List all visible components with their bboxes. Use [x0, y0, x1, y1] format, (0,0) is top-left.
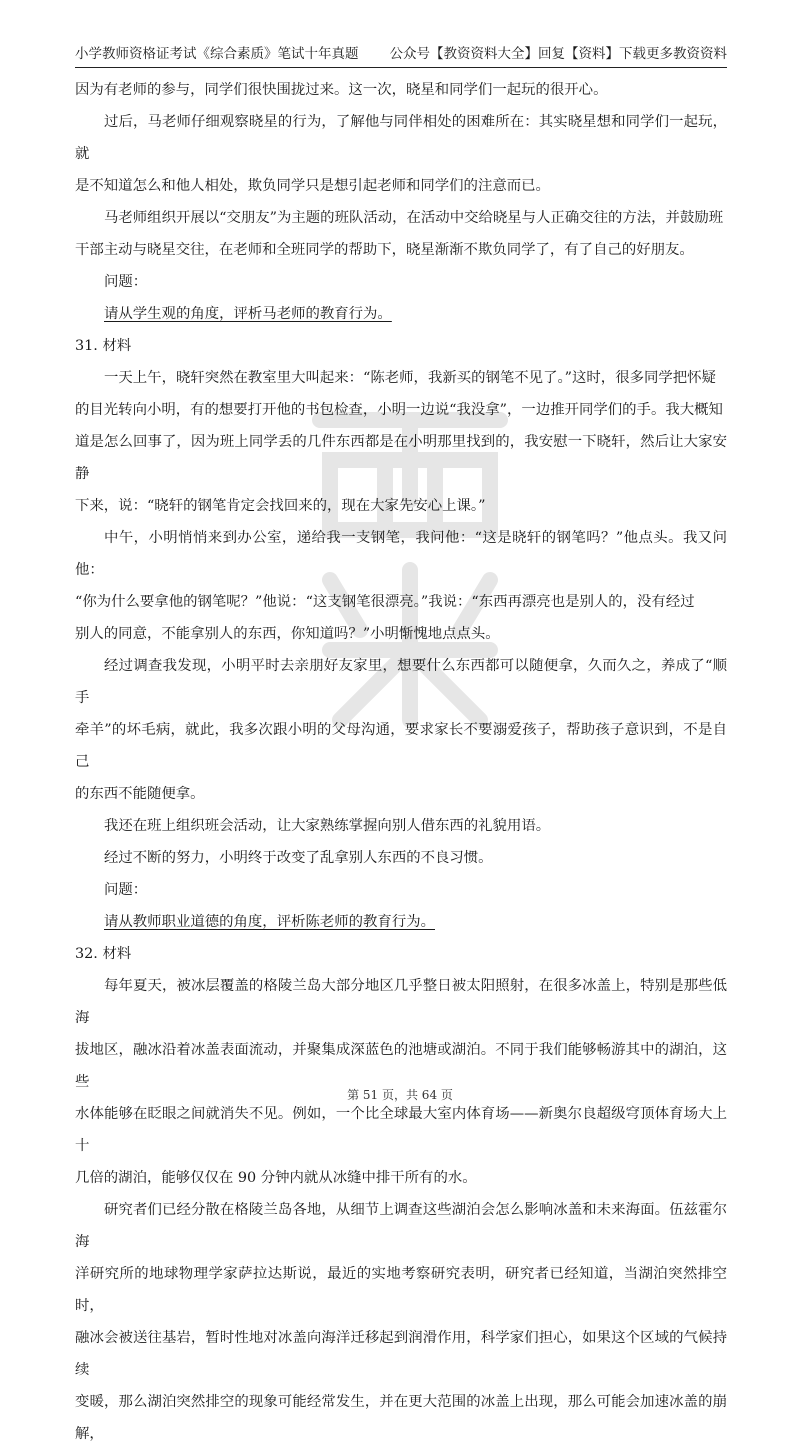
paragraph: 因为有老师的参与，同学们很快围拢过来。这一次，晓星和同学们一起玩的很开心。 [75, 82, 608, 98]
question-text [75, 298, 727, 330]
paragraph: 牵羊”的坏毛病，就此，我多次跟小明的父母沟通，要求家长不要溺爱孩子，帮助孩子意识到，不是自己 [75, 722, 727, 770]
section-heading-32: 32. 材料 [75, 946, 132, 962]
header-title: 小学教师资格证考试《综合素质》笔试十年真题 [75, 46, 359, 62]
document-body [75, 74, 727, 1450]
page-number: 第 51 页，共 64 页 [347, 1088, 453, 1102]
paragraph: 马老师组织开展以“交朋友”为主题的班队活动，在活动中交给晓星与人正确交往的方法，并鼓励班 [104, 210, 724, 226]
header-promo: 公众号【教资资料大全】回复【资料】下载更多教资资料 [389, 46, 727, 62]
paragraph: 道是怎么回事了，因为班上同学丢的几件东西都是在小明那里找到的，我安慰一下晓轩，然后让大家安静 [75, 434, 727, 482]
paragraph: 变暖，那么湖泊突然排空的现象可能经常发生，并在更大范围的冰盖上出现，那么可能会加速冰盖的崩解， [75, 1394, 727, 1442]
paragraph: 经过不断的努力，小明终于改变了乱拿别人东西的不良习惯。 [104, 850, 493, 866]
question-text-underlined: 请从学生观的角度，评析马老师的教育行为。 [104, 306, 392, 322]
paragraph: 几倍的湖泊，能够仅仅在 90 分钟内就从冰缝中排干所有的水。 [75, 1170, 477, 1186]
paragraph: 是不知道怎么和他人相处，欺负同学只是想引起老师和同学们的注意而已。 [75, 178, 550, 194]
paragraph: 中午，小明悄悄来到办公室，递给我一支钢笔，我问他：“这是晓轩的钢笔吗？”他点头。我又问他： [75, 530, 727, 578]
paragraph: 拔地区，融冰沿着冰盖表面流动，并聚集成深蓝色的池塘或湖泊。不同于我们能够畅游其中的湖泊，这些 [75, 1042, 727, 1090]
question-label: 问题： [104, 882, 148, 898]
question-text-underlined: 请从教师职业道德的角度，评析陈老师的教育行为。 [104, 914, 435, 930]
header-rule [75, 67, 727, 68]
paragraph: 洋研究所的地球物理学家萨拉达斯说，最近的实地考察研究表明，研究者已经知道，当湖泊突然排空时， [75, 1266, 727, 1314]
paragraph: 每年夏天，被冰层覆盖的格陵兰岛大部分地区几乎整日被太阳照射，在很多冰盖上，特别是那些低海 [75, 978, 727, 1026]
paragraph: 经过调查我发现，小明平时去亲朋好友家里，想要什么东西都可以随便拿，久而久之，养成了“顺手 [75, 658, 727, 706]
paragraph: 的东西不能随便拿。 [75, 786, 205, 802]
paragraph: 的目光转向小明，有的想要打开他的书包检查，小明一边说“我没拿”，一边推开同学们的手。我大概知 [75, 402, 723, 418]
paragraph: 过后，马老师仔细观察晓星的行为，了解他与同伴相处的困难所在：其实晓星想和同学们一起玩，就 [75, 114, 727, 162]
page-header [75, 42, 727, 66]
paragraph: 我还在班上组织班会活动，让大家熟练掌握向别人借东西的礼貌用语。 [104, 818, 551, 834]
paragraph: 水体能够在眨眼之间就消失不见。例如，一个比全球最大室内体育场——新奥尔良超级穹顶体育场大上十 [75, 1106, 727, 1154]
section-heading-31: 31. 材料 [75, 338, 132, 354]
paragraph: 研究者们已经分散在格陵兰岛各地，从细节上调查这些湖泊会怎么影响冰盖和未来海面。伍兹霍尔海 [75, 1202, 727, 1250]
paragraph: 别人的同意，不能拿别人的东西，你知道吗？”小明惭愧地点点头。 [75, 626, 500, 642]
question-text [75, 906, 727, 938]
question-label: 问题： [104, 274, 148, 290]
paragraph: “你为什么要拿他的钢笔呢？”他说：“这支钢笔很漂亮。”我说：“东西再漂亮也是别人的，没有经过 [75, 594, 695, 610]
paragraph: 一天上午，晓轩突然在教室里大叫起来：“陈老师，我新买的钢笔不见了。”这时，很多同学把怀疑 [104, 370, 716, 386]
paragraph: 干部主动与晓星交往，在老师和全班同学的帮助下，晓星渐渐不欺负同学了，有了自己的好朋友。 [75, 242, 694, 258]
paragraph: 融冰会被送往基岩，暂时性地对冰盖向海洋迁移起到润滑作用，科学家们担心，如果这个区域的气候持续 [75, 1330, 727, 1378]
paragraph: 下来，说：“晓轩的钢笔肯定会找回来的，现在大家先安心上课。” [75, 498, 486, 514]
